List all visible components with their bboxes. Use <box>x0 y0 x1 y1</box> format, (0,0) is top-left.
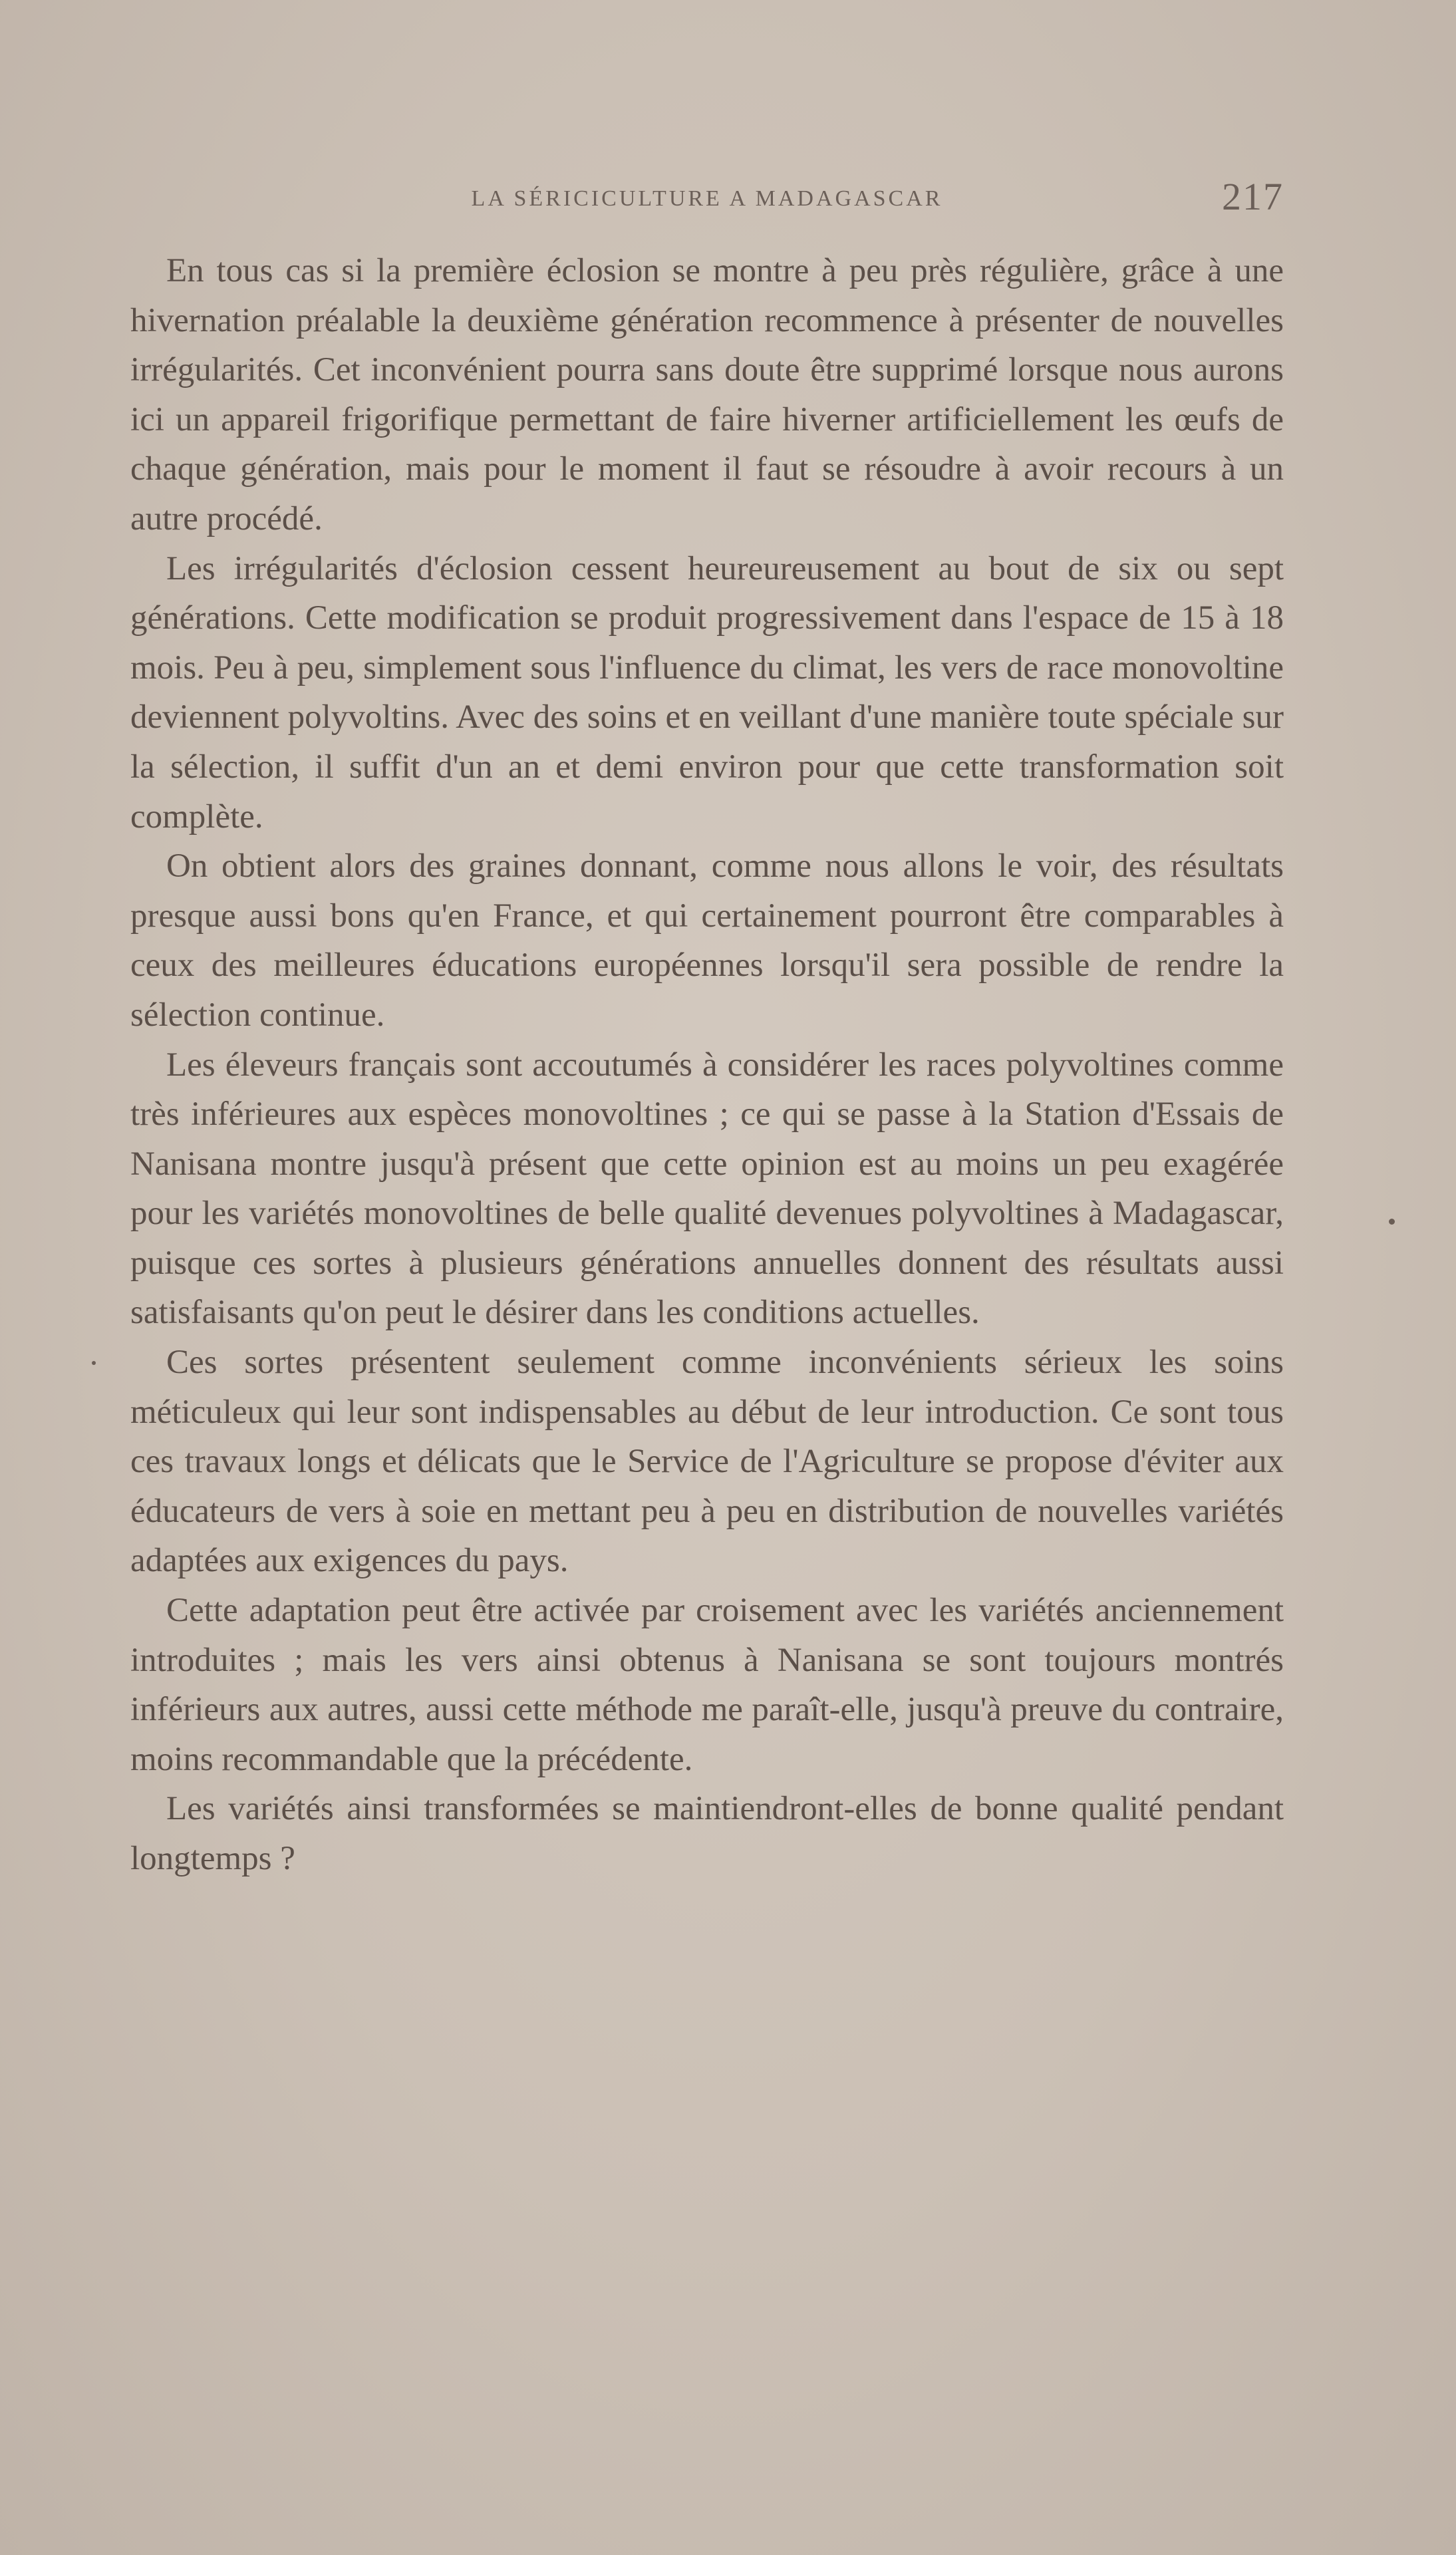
paragraph-2: Les irrégularités d'éclosion cessent heureureusement au bout de six ou sept générations. Cette modification se produit progressivement dans l'espace de 15 à 18 mois. Peu à peu, simplement sous l'influence du climat, les vers de race monovoltine deviennent polyvoltins. Avec des soins et en veillant d'une manière toute spéciale sur la sélection, il suffit d'un an et demi environ pour que cette transformation soit complète. <box>130 549 1284 835</box>
paper-speck <box>92 1361 96 1365</box>
body-text <box>130 246 1284 1884</box>
paragraph-4: Les éleveurs français sont accoutumés à considérer les races polyvoltines comme très inférieures aux espèces monovoltines ; ce qui se passe à la Station d'Essais de Nanisana montre jusqu'à présent que cette opinion est au moins un peu exagérée pour les variétés monovoltines de belle qualité devenues polyvoltines à Madagascar, puisque ces sortes à plusieurs générations annuelles donnent des résultats aussi satisfaisants qu'on peut le désirer dans les conditions actuelles. <box>130 1046 1284 1332</box>
paragraph-7: Les variétés ainsi transformées se maintiendront-elles de bonne qualité pendant longtemps ? <box>130 1790 1284 1877</box>
page-header <box>130 174 1284 221</box>
paragraph-6: Cette adaptation peut être activée par croisement avec les variétés anciennement introduites ; mais les vers ainsi obtenus à Nanisana se sont toujours montrés inférieurs aux autres, aussi cette méthode me paraît-elle, jusqu'à preuve du contraire, moins recommandable que la précédente. <box>130 1592 1284 1778</box>
paragraph-3: On obtient alors des graines donnant, comme nous allons le voir, des résultats presque aussi bons qu'en France, et qui certainement pourront être comparables à ceux des meilleures éducations européennes lorsqu'il sera possible de rendre la sélection continue. <box>130 847 1284 1034</box>
paragraph-5: Ces sortes présentent seulement comme inconvénients sérieux les soins méticuleux qui leur sont indispensables au début de leur introduction. Ce sont tous ces travaux longs et délicats que le Service de l'Agriculture se propose d'éviter aux éducateurs de vers à soie en mettant peu à peu en distribution de nouvelles variétés adaptées aux exigences du pays. <box>130 1344 1284 1580</box>
paragraph-1: En tous cas si la première éclosion se montre à peu près régulière, grâce à une hivernation préalable la deuxième génération recommence à présenter de nouvelles irrégularités. Cet inconvénient pourra sans doute être supprimé lorsque nous aurons ici un appareil frigorifique permettant de faire hiverner artificiellement les œufs de chaque génération, mais pour le moment il faut se résoudre à avoir recours à un autre procédé. <box>130 252 1284 537</box>
page-number: 217 <box>1222 175 1284 218</box>
paper-speck <box>1389 1219 1395 1225</box>
running-title: LA SÉRICICULTURE A MADAGASCAR <box>471 186 943 211</box>
